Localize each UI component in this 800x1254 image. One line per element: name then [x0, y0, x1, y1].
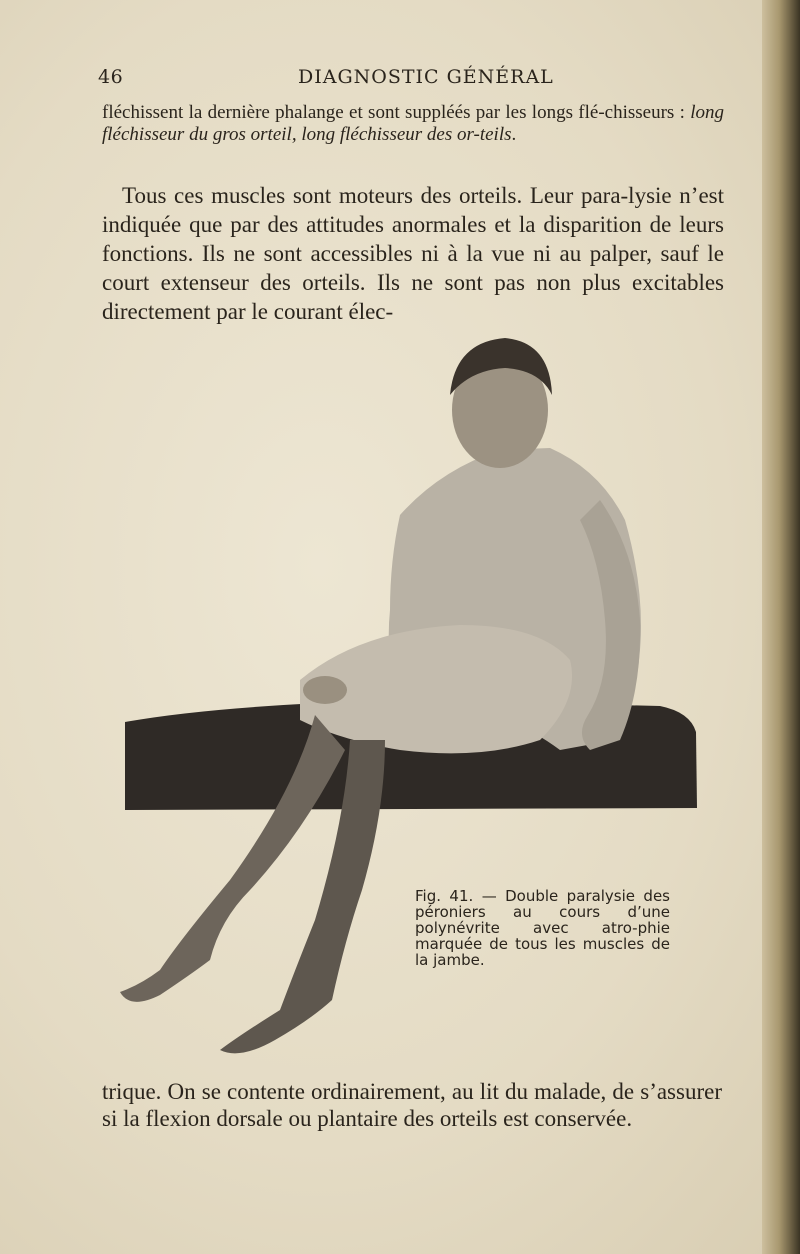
paragraph-2: Tous ces muscles sont moteurs des orteils. Leur para-lysie n’est indiquée que par des attitudes anormales et la disparition de leurs fonctions. Ils ne sont accessibles ni à la vue ni au palper, sauf le court extenseur des orteils. Ils ne sont pas non plus excitables directement par le courant élec-: [102, 183, 724, 324]
paragraph-1-lead: fléchissent la dernière phalange et sont suppléés par les longs flé-chisseurs :: [102, 102, 691, 123]
paragraph-1-end: .: [511, 124, 517, 145]
page-number: 46: [98, 66, 124, 88]
page-header: [98, 66, 718, 96]
hand-shape: [303, 676, 347, 704]
book-spine-edge: [762, 0, 800, 1254]
paragraph-1-italic: long fléchisseur du gros orteil, long fléchisseur des or-teils: [102, 102, 724, 145]
paragraph-3: trique. On se contente ordinairement, au lit du malade, de s’assurer si la flexion dorsale ou plantaire des orteils est conservée.: [102, 1079, 722, 1131]
paragraph-1: [102, 102, 724, 146]
figure-caption: Fig. 41. — Double paralysie des péroniers au cours d’une polynévrite avec atro-phie marquée de tous les muscles de la jambe.: [415, 887, 670, 969]
running-head: DIAGNOSTIC GÉNÉRAL: [298, 66, 554, 88]
